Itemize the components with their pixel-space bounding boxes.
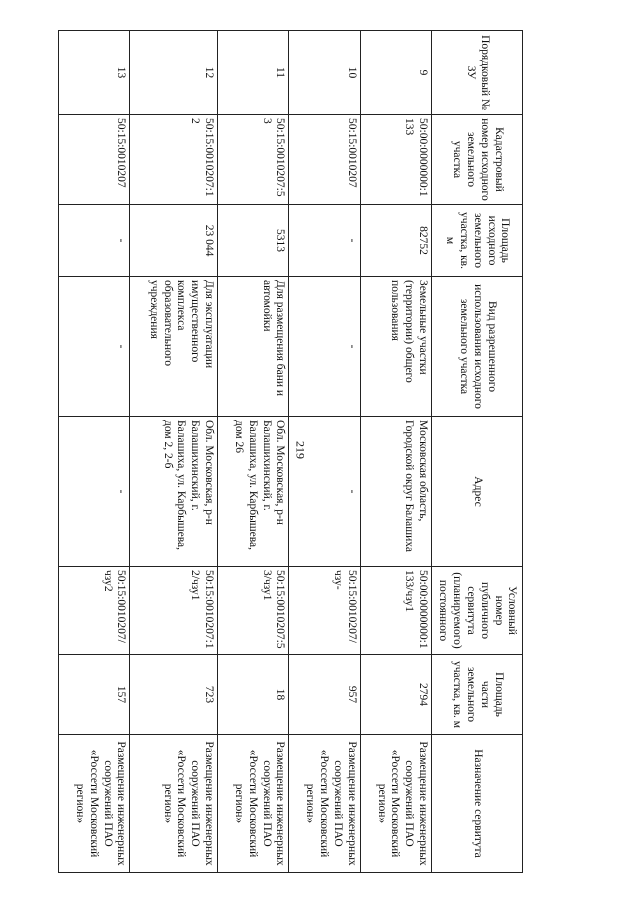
table-header (432, 31, 523, 873)
header-cadastral-number: Кадастровый номер исходного земельного участка (432, 115, 523, 205)
cell-ordinal: 13 (59, 31, 130, 115)
cell-part-area: 723 (130, 655, 218, 735)
cell-cadastral-number: 50:15:0010207:12 (130, 115, 218, 205)
table-row (360, 31, 431, 873)
cell-servitude-number: 50:15:0010207/чзу- (289, 567, 360, 655)
cell-cadastral-number: 50:15:0010207 (289, 115, 360, 205)
table-row (218, 31, 289, 873)
cell-address: - (289, 417, 360, 567)
cell-part-area: 157 (59, 655, 130, 735)
cell-part-area: 2794 (360, 655, 431, 735)
cell-part-area: 957 (289, 655, 360, 735)
header-ordinal: Порядковый № ЗУ (432, 31, 523, 115)
cell-servitude-purpose: Размещение инженерных сооружений ПАО «Россети Московский регион» (360, 735, 431, 873)
header-source-area: Площадь исходного земельного участка, кв. м (432, 205, 523, 277)
cell-source-area: 23 044 (130, 205, 218, 277)
table-body (59, 31, 432, 873)
header-address: Адрес (432, 417, 523, 567)
cell-source-area: - (59, 205, 130, 277)
table-row (59, 31, 130, 873)
cell-servitude-purpose: Размещение инженерных сооружений ПАО «Россети Московский регион» (218, 735, 289, 873)
cell-permitted-use: - (59, 277, 130, 417)
cell-source-area: 5313 (218, 205, 289, 277)
header-row (432, 31, 523, 873)
cell-servitude-number: 50:15:0010207:12/чзу1 (130, 567, 218, 655)
cell-part-area: 18 (218, 655, 289, 735)
cell-servitude-number: 50:15:0010207:53/чзу1 (218, 567, 289, 655)
cell-servitude-purpose: Размещение инженерных сооружений ПАО «Россети Московский регион» (289, 735, 360, 873)
cell-permitted-use: Земельные участки (территории) общего пользования (360, 277, 431, 417)
cell-ordinal: 10 (289, 31, 360, 115)
cell-servitude-number: 50:15:0010207/чзу2 (59, 567, 130, 655)
cell-ordinal: 12 (130, 31, 218, 115)
cell-address: Обл. Московская, р-н Балашихинский, г. Балашиха, ул. Карбышева, дом 2, 2-б (130, 417, 218, 567)
rotated-table-frame (58, 30, 523, 872)
header-permitted-use: Вид разрешенного использования исходного земельного участка (432, 277, 523, 417)
cell-ordinal: 9 (360, 31, 431, 115)
cell-ordinal: 11 (218, 31, 289, 115)
header-servitude-number: Условный номер публичного сервитута (планируемого) постоянного (432, 567, 523, 655)
cell-source-area: 82752 (360, 205, 431, 277)
cell-permitted-use: Для размещения бани и автомойки (218, 277, 289, 417)
header-servitude-purpose: Назначение сервитута (432, 735, 523, 873)
cell-servitude-number: 50:00:0000000:1133/чзу1 (360, 567, 431, 655)
servitude-table (58, 30, 523, 873)
cell-address: - (59, 417, 130, 567)
cell-cadastral-number: 50:15:0010207:53 (218, 115, 289, 205)
cell-cadastral-number: 50:00:0000000:1133 (360, 115, 431, 205)
cell-permitted-use: Для эксплуатации имущественного комплекса образовательного учреждения (130, 277, 218, 417)
cell-cadastral-number: 50:15:0010207 (59, 115, 130, 205)
cell-address: Московская область, Городской округ Балашиха (360, 417, 431, 567)
cell-servitude-purpose: Размещение инженерных сооружений ПАО «Россети Московский регион» (130, 735, 218, 873)
table-container (58, 30, 523, 872)
cell-servitude-purpose: Размещение инженерных сооружений ПАО «Россети Московский регион» (59, 735, 130, 873)
header-part-area: Площадь части земельного участка, кв. м (432, 655, 523, 735)
table-row (289, 31, 360, 873)
page-number: 219 (293, 441, 308, 459)
cell-source-area: - (289, 205, 360, 277)
cell-permitted-use: - (289, 277, 360, 417)
cell-address: Обл. Московская, р-н Балашихинский, г. Балашиха, ул. Карбышева, дом 26 (218, 417, 289, 567)
table-row (130, 31, 218, 873)
